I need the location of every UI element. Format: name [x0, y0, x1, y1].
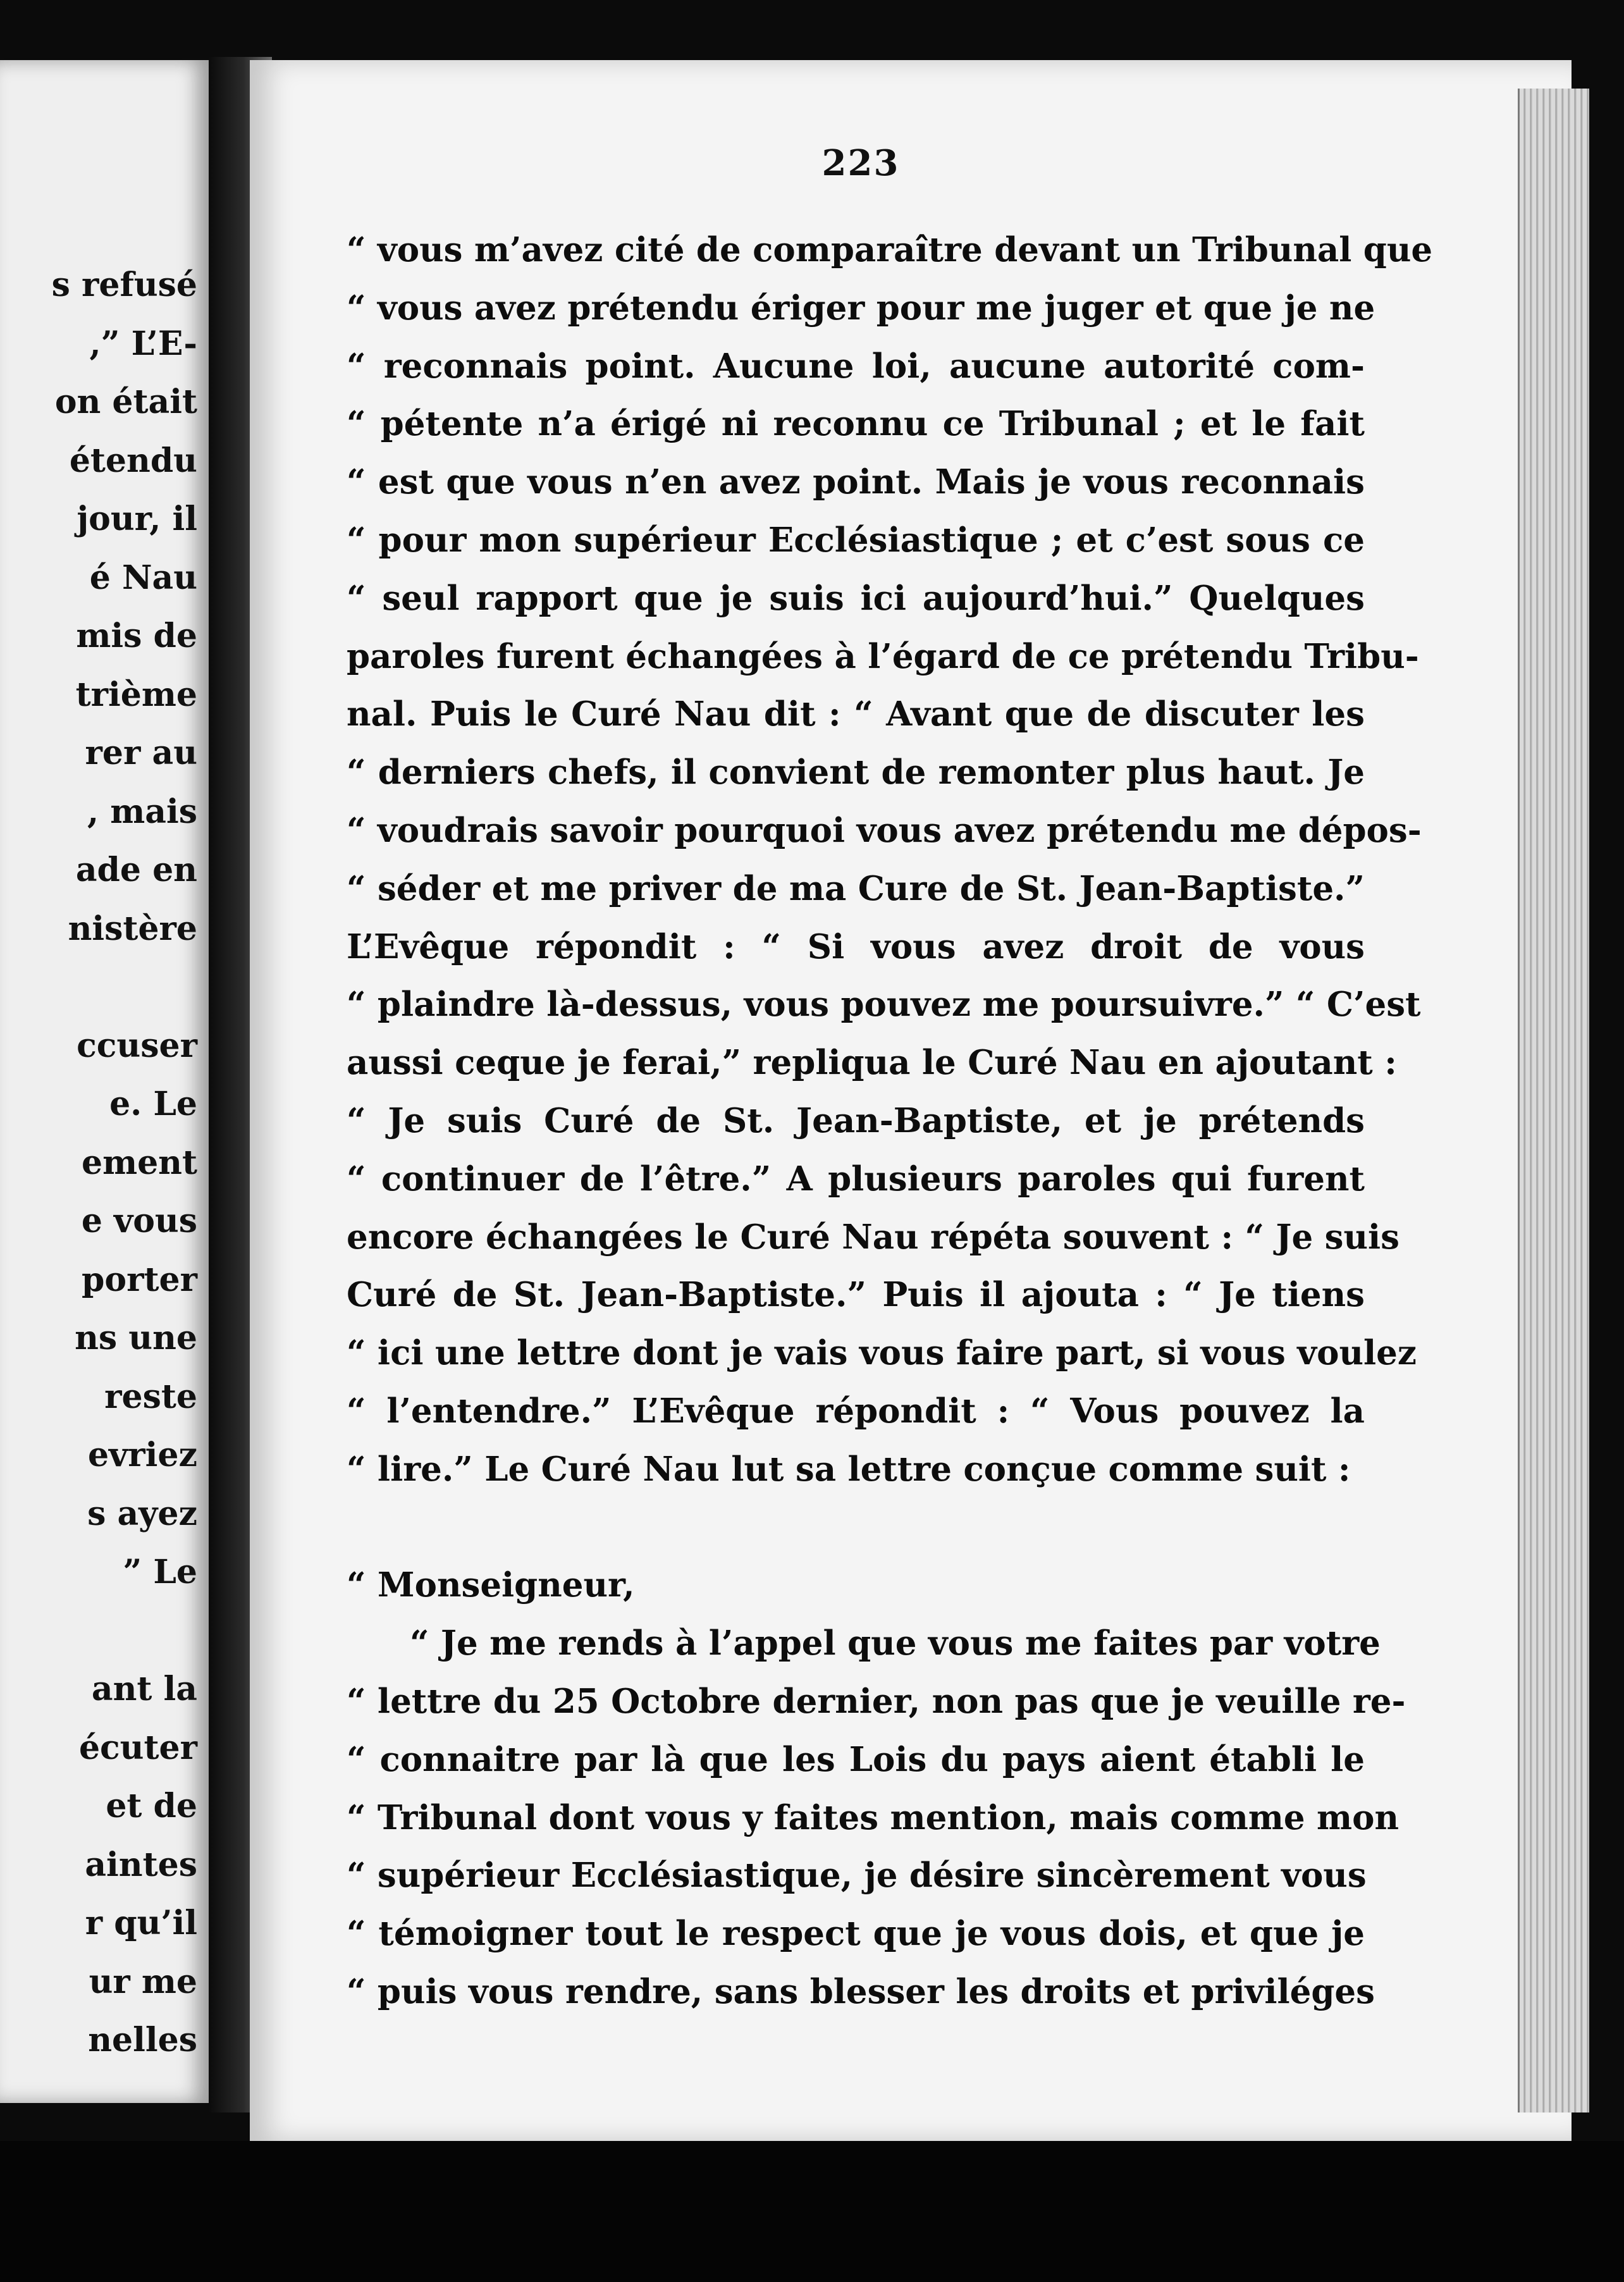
left-page-line: porter [82, 1260, 197, 1299]
left-page-line: reste [104, 1377, 197, 1416]
text-line: “ pour mon supérieur Ecclésiastique ; et c’est sous ce [347, 520, 1365, 560]
left-page-line: on était [54, 383, 197, 421]
left-page-line: ,” L’E- [89, 324, 197, 363]
body-text [347, 221, 1433, 2021]
left-page-line: , mais [87, 792, 197, 831]
left-page-line: e. Le [109, 1085, 197, 1123]
text-line: “ lire.” Le Curé Nau lut sa lettre conçue comme suit : [347, 1449, 1351, 1489]
text-line: paroles furent échangées à l’égard de ce prétendu Tribu- [347, 636, 1419, 676]
left-page-line: ” Le [123, 1553, 197, 1591]
text-line: “ Monseigneur, [347, 1565, 635, 1605]
left-page-line: ade en [75, 851, 197, 889]
text-line: “ puis vous rendre, sans blesser les droits et priviléges [347, 1971, 1375, 2011]
left-page-line [52, 958, 197, 1017]
left-page-line: s ayez [87, 1494, 197, 1533]
left-page-line: jour, il [77, 500, 197, 538]
text-line: “ séder et me priver de ma Cure de St. Jean-Baptiste.” [347, 868, 1365, 908]
text-line: “ l’entendre.” L’Evêque répondit : “ Vous pouvez la [347, 1391, 1365, 1431]
left-page-line: écuter [78, 1728, 197, 1767]
text-line: “ voudrais savoir pourquoi vous avez prétendu me dépos- [347, 810, 1422, 850]
text-line: “ ici une lettre dont je vais vous faire part, si vous voulez [347, 1333, 1417, 1373]
text-line: “ Tribunal dont vous y faites mention, mais comme mon [347, 1798, 1399, 1837]
text-line: “ supérieur Ecclésiastique, je désire sincèrement vous [347, 1856, 1367, 1896]
text-line: “ lettre du 25 Octobre dernier, non pas que je veuille re- [347, 1681, 1406, 1721]
left-page-text [52, 256, 197, 2070]
left-page-line: ns une [75, 1319, 197, 1357]
text-line: “ seul rapport que je suis ici aujourd’hui.” Quelques [347, 578, 1365, 618]
left-page-line: aintes [85, 1845, 197, 1884]
text-line: “ derniers chefs, il convient de remonter plus haut. Je [347, 753, 1365, 793]
left-page-line: nistère [68, 909, 197, 948]
left-page-line: nelles [88, 2021, 197, 2059]
left-page-line: evriez [87, 1436, 197, 1474]
scan-bottom-band [0, 2141, 1624, 2282]
left-page-line: s refusé [51, 266, 197, 304]
page-number: 223 [821, 142, 900, 184]
text-line: “ pétente n’a érigé ni reconnu ce Tribunal ; et le fait [347, 404, 1365, 444]
text-line: “ est que vous n’en avez point. Mais je vous reconnais [347, 462, 1365, 502]
text-line: “ connaitre par là que les Lois du pays aient établi le [347, 1739, 1365, 1779]
left-page-line: et de [106, 1787, 197, 1825]
left-page-line: ement [81, 1143, 197, 1182]
left-page-line: mis de [76, 617, 197, 655]
blank-line [347, 1499, 1365, 1557]
text-line: “ Je suis Curé de St. Jean-Baptiste, et je prétends [347, 1101, 1365, 1140]
left-page [0, 60, 209, 2103]
left-page-line: rer au [85, 734, 197, 772]
left-page-line: e vous [81, 1202, 197, 1240]
text-line: L’Evêque répondit : “ Si vous avez droit de vous [347, 927, 1365, 966]
left-page-line: étendu [69, 441, 197, 480]
text-line: “ témoigner tout le respect que je vous dois, et que je [347, 1914, 1365, 1954]
left-page-line: é Nau [89, 558, 197, 597]
left-page-line: ant la [91, 1670, 197, 1708]
left-page-line [52, 1602, 197, 1661]
text-line: “ plaindre là-dessus, vous pouvez me poursuivre.” “ C’est [347, 985, 1421, 1025]
left-page-line: ccuser [77, 1026, 197, 1065]
left-page-line: ur me [89, 1962, 197, 2001]
text-line: “ vous avez prétendu ériger pour me juger et que je ne [347, 288, 1375, 328]
text-line: “ vous m’avez cité de comparaître devant un Tribunal que [347, 230, 1433, 269]
text-line: “ continuer de l’être.” A plusieurs paroles qui furent [347, 1159, 1365, 1199]
left-page-line: trième [75, 675, 197, 714]
text-line: “ Je me rends à l’appel que vous me faites par votre [410, 1624, 1381, 1663]
page-edges [1518, 89, 1589, 2112]
text-line: Curé de St. Jean-Baptiste.” Puis il ajouta : “ Je tiens [347, 1275, 1365, 1315]
text-line: nal. Puis le Curé Nau dit : “ Avant que de discuter les [347, 694, 1365, 734]
text-line: “ reconnais point. Aucune loi, aucune autorité com- [347, 346, 1365, 386]
left-page-line: r qu’il [85, 1904, 197, 1942]
text-line: encore échangées le Curé Nau répéta souvent : “ Je suis [347, 1217, 1399, 1257]
text-line: aussi ceque je ferai,” repliqua le Curé Nau en ajoutant : [347, 1043, 1397, 1083]
